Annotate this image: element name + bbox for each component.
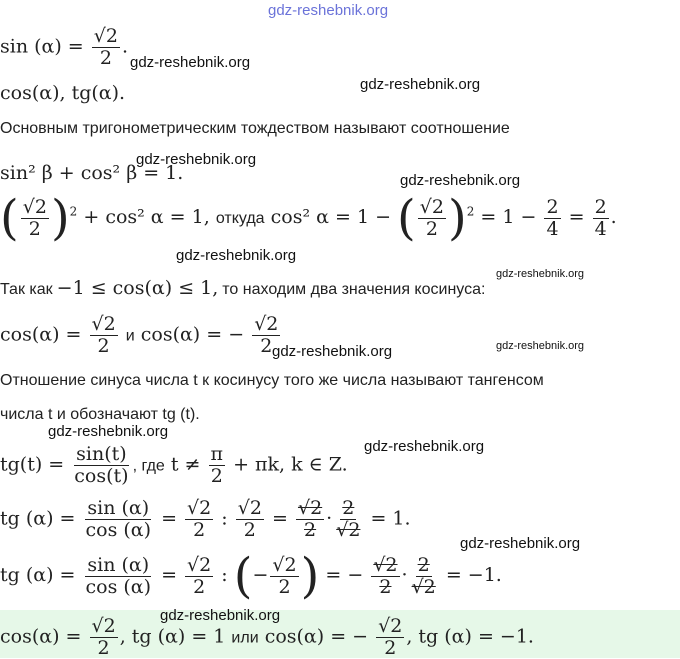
expression: = 1 − bbox=[480, 206, 537, 228]
watermark: gdz-reshebnik.org bbox=[496, 268, 585, 280]
watermark: gdz-reshebnik.org bbox=[496, 340, 585, 352]
connector-word: и bbox=[125, 327, 135, 345]
fraction bbox=[270, 555, 298, 598]
denominator: 2 bbox=[193, 518, 206, 541]
numerator: √2 bbox=[22, 195, 47, 218]
expression: cos(α) = − bbox=[140, 323, 245, 346]
denominator: 4 bbox=[546, 217, 559, 240]
numerator: √2 bbox=[272, 553, 297, 576]
expression: + cos² α = 1, bbox=[83, 206, 210, 228]
answer-line bbox=[0, 616, 534, 659]
connector-word: , где bbox=[132, 457, 165, 475]
fraction bbox=[544, 197, 560, 240]
multiply: · bbox=[401, 564, 408, 586]
fraction bbox=[371, 555, 399, 598]
expression: t ≠ bbox=[170, 453, 201, 476]
inequality: −1 ≤ cos(α) ≤ 1, bbox=[56, 277, 219, 299]
denominator: 4 bbox=[594, 217, 607, 240]
denominator: 2 bbox=[97, 334, 110, 357]
numerator: √2 bbox=[297, 497, 323, 519]
denominator: 2 bbox=[278, 575, 291, 598]
denominator: cos (α) bbox=[85, 518, 152, 541]
text: Так как bbox=[0, 281, 53, 298]
watermark-top: gdz-reshebnik.org bbox=[268, 2, 389, 19]
divide: : bbox=[221, 564, 228, 586]
text: то находим два значения косинуса: bbox=[222, 281, 486, 298]
numerator: 2 bbox=[417, 553, 430, 576]
numerator: 2 bbox=[342, 497, 355, 519]
identity-text: Основным тригонометрическим тождеством называют соотношение bbox=[0, 120, 510, 137]
watermark: gdz-reshebnik.org bbox=[400, 172, 521, 189]
numerator: √2 bbox=[91, 313, 116, 335]
denominator: cos(t) bbox=[74, 464, 129, 487]
tangent-positive-case bbox=[0, 498, 411, 541]
watermark: gdz-reshebnik.org bbox=[136, 151, 257, 168]
equals: = bbox=[161, 507, 177, 530]
numerator: sin (α) bbox=[87, 497, 150, 519]
sin-label: sin (α) = bbox=[0, 35, 84, 58]
numerator: √2 bbox=[187, 553, 212, 576]
fraction bbox=[410, 555, 438, 598]
denominator: 2 bbox=[193, 575, 206, 598]
fraction bbox=[72, 444, 130, 487]
equals: = − bbox=[325, 564, 364, 586]
denominator: 2 bbox=[243, 518, 256, 541]
expression: cos(α) = − bbox=[264, 625, 369, 648]
fraction bbox=[236, 498, 264, 541]
paren-close: ) bbox=[300, 548, 320, 604]
expression: cos(α) = bbox=[0, 625, 82, 648]
numerator: √2 bbox=[378, 615, 403, 637]
expression: tg (α) = bbox=[0, 507, 76, 530]
exponent: 2 bbox=[69, 204, 78, 219]
watermark: gdz-reshebnik.org bbox=[176, 247, 297, 264]
connector-word: откуда bbox=[215, 210, 265, 227]
fraction bbox=[185, 498, 213, 541]
tangent-formula bbox=[0, 444, 348, 487]
expression: + πk, k ∈ Z. bbox=[233, 453, 348, 476]
expression: tg(t) = bbox=[0, 453, 65, 476]
denominator: √2 bbox=[411, 575, 436, 598]
denominator: 2 bbox=[379, 575, 392, 598]
fraction bbox=[84, 555, 154, 598]
paren-open: ( bbox=[397, 190, 416, 246]
numerator: sin (α) bbox=[87, 553, 150, 576]
period: . bbox=[121, 35, 129, 58]
equals: = bbox=[568, 206, 585, 228]
fraction bbox=[92, 26, 120, 69]
period: . bbox=[610, 206, 617, 228]
paren-open: ( bbox=[233, 548, 253, 604]
expression: cos(α) = bbox=[0, 323, 82, 346]
numerator: sin(t) bbox=[76, 443, 127, 465]
cos-range-line bbox=[0, 277, 485, 299]
numerator: 2 bbox=[594, 195, 607, 218]
paren-close: ) bbox=[447, 190, 467, 246]
numerator: √2 bbox=[91, 615, 116, 637]
cos-squared-line bbox=[0, 190, 617, 246]
fraction bbox=[209, 444, 226, 487]
equals: = bbox=[272, 507, 288, 530]
tangent-negative-case bbox=[0, 548, 502, 604]
fraction bbox=[185, 555, 213, 598]
paren-close: ) bbox=[50, 190, 70, 246]
sine-value-line bbox=[0, 26, 128, 69]
watermark: gdz-reshebnik.org bbox=[48, 423, 169, 440]
watermark: gdz-reshebnik.org bbox=[364, 438, 485, 455]
denominator: cos (α) bbox=[85, 575, 152, 598]
denominator: 2 bbox=[28, 217, 41, 240]
numerator: π bbox=[210, 443, 224, 465]
expression: , tg (α) = −1. bbox=[406, 625, 534, 648]
cos-tg-line: cos(α), tg(α). bbox=[0, 82, 126, 104]
numerator: √2 bbox=[187, 497, 212, 519]
identity-formula: sin² β + cos² β = 1. bbox=[0, 162, 184, 184]
fraction bbox=[21, 197, 49, 240]
denominator: 2 bbox=[210, 464, 223, 487]
watermark: gdz-reshebnik.org bbox=[460, 535, 581, 552]
denominator: 2 bbox=[384, 636, 397, 659]
numerator: √2 bbox=[254, 313, 279, 335]
tangent-notation-text: числа t и обозначают tg (t). bbox=[0, 406, 200, 423]
denominator: 2 bbox=[304, 518, 317, 541]
denominator: 2 bbox=[260, 334, 273, 357]
result: = 1. bbox=[370, 507, 411, 530]
multiply: · bbox=[326, 507, 333, 530]
watermark: gdz-reshebnik.org bbox=[130, 54, 251, 71]
tangent-definition-text: Отношение синуса числа t к косинусу того же числа называют тангенсом bbox=[0, 372, 544, 389]
fraction bbox=[90, 616, 118, 659]
expression: cos² α = 1 − bbox=[270, 206, 391, 228]
paren-open: ( bbox=[0, 190, 19, 246]
denominator: 2 bbox=[425, 217, 438, 240]
numerator: √2 bbox=[93, 25, 118, 47]
result: = −1. bbox=[445, 564, 502, 586]
fraction bbox=[84, 498, 154, 541]
numerator: √2 bbox=[237, 497, 262, 519]
equals: = bbox=[161, 564, 177, 586]
denominator: 2 bbox=[97, 636, 110, 659]
fraction bbox=[593, 197, 609, 240]
expression: tg (α) = bbox=[0, 564, 76, 586]
expression: , tg (α) = 1 bbox=[119, 625, 226, 648]
numerator: √2 bbox=[373, 553, 398, 576]
watermark: gdz-reshebnik.org bbox=[160, 607, 281, 624]
fraction bbox=[418, 197, 446, 240]
minus: − bbox=[252, 564, 269, 586]
cos-values-line bbox=[0, 314, 282, 357]
fraction bbox=[90, 314, 118, 357]
connector-word: или bbox=[231, 629, 259, 647]
watermark: gdz-reshebnik.org bbox=[360, 76, 481, 93]
numerator: √2 bbox=[419, 195, 444, 218]
fraction bbox=[296, 498, 324, 541]
divide: : bbox=[221, 507, 228, 530]
denominator: √2 bbox=[336, 518, 361, 541]
fraction bbox=[334, 498, 362, 541]
denominator: 2 bbox=[99, 46, 112, 69]
fraction bbox=[376, 616, 404, 659]
exponent: 2 bbox=[466, 204, 475, 219]
watermark: gdz-reshebnik.org bbox=[272, 343, 393, 360]
numerator: 2 bbox=[546, 195, 559, 218]
